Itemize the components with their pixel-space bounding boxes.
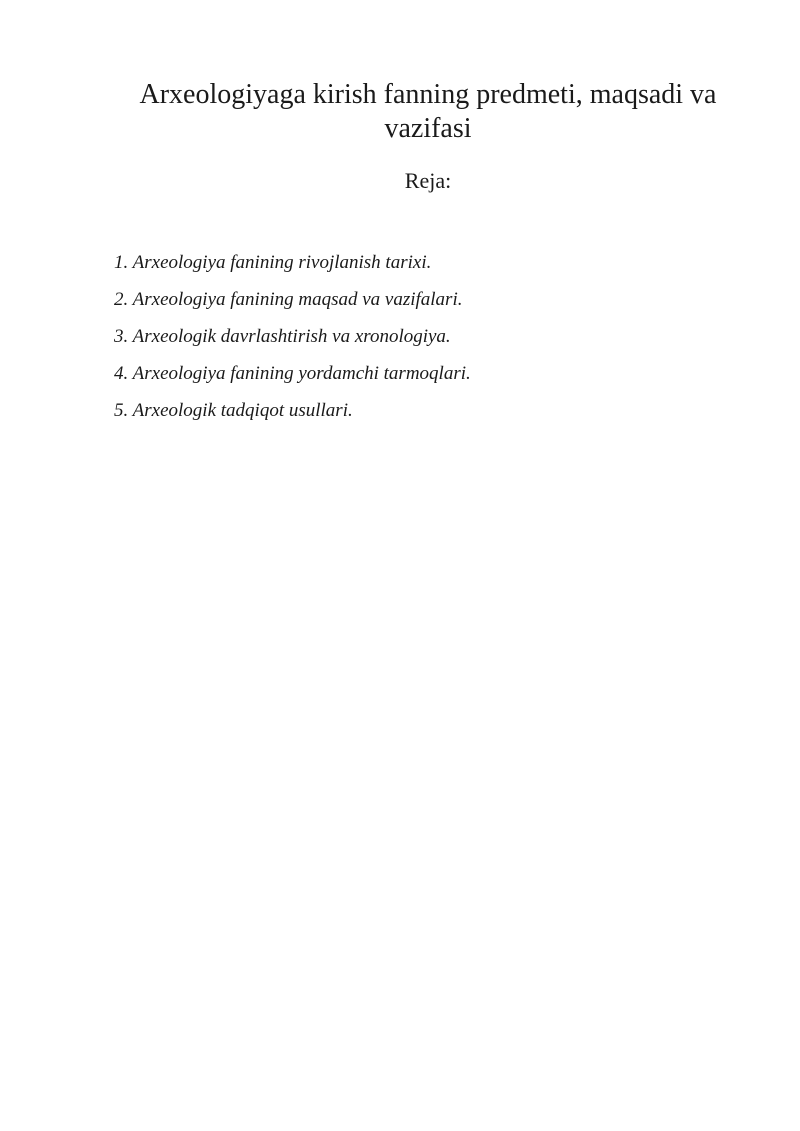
plan-heading: Reja: xyxy=(404,168,452,193)
plan-item-4: 4. Arxeologiya fanining yordamchi tarmoqlari. xyxy=(114,363,471,384)
plan-item-2: 2. Arxeologiya fanining maqsad va vazifalari. xyxy=(114,289,463,310)
document-title: Arxeologiyaga kirish fanning predmeti, maqsadi va vazifasi xyxy=(139,79,717,144)
plan-list xyxy=(114,249,471,434)
plan-item-3: 3. Arxeologik davrlashtirish va xronologiya. xyxy=(114,326,451,347)
plan-item-1: 1. Arxeologiya fanining rivojlanish tarixi. xyxy=(114,252,432,273)
plan-item-5: 5. Arxeologik tadqiqot usullari. xyxy=(114,400,353,421)
